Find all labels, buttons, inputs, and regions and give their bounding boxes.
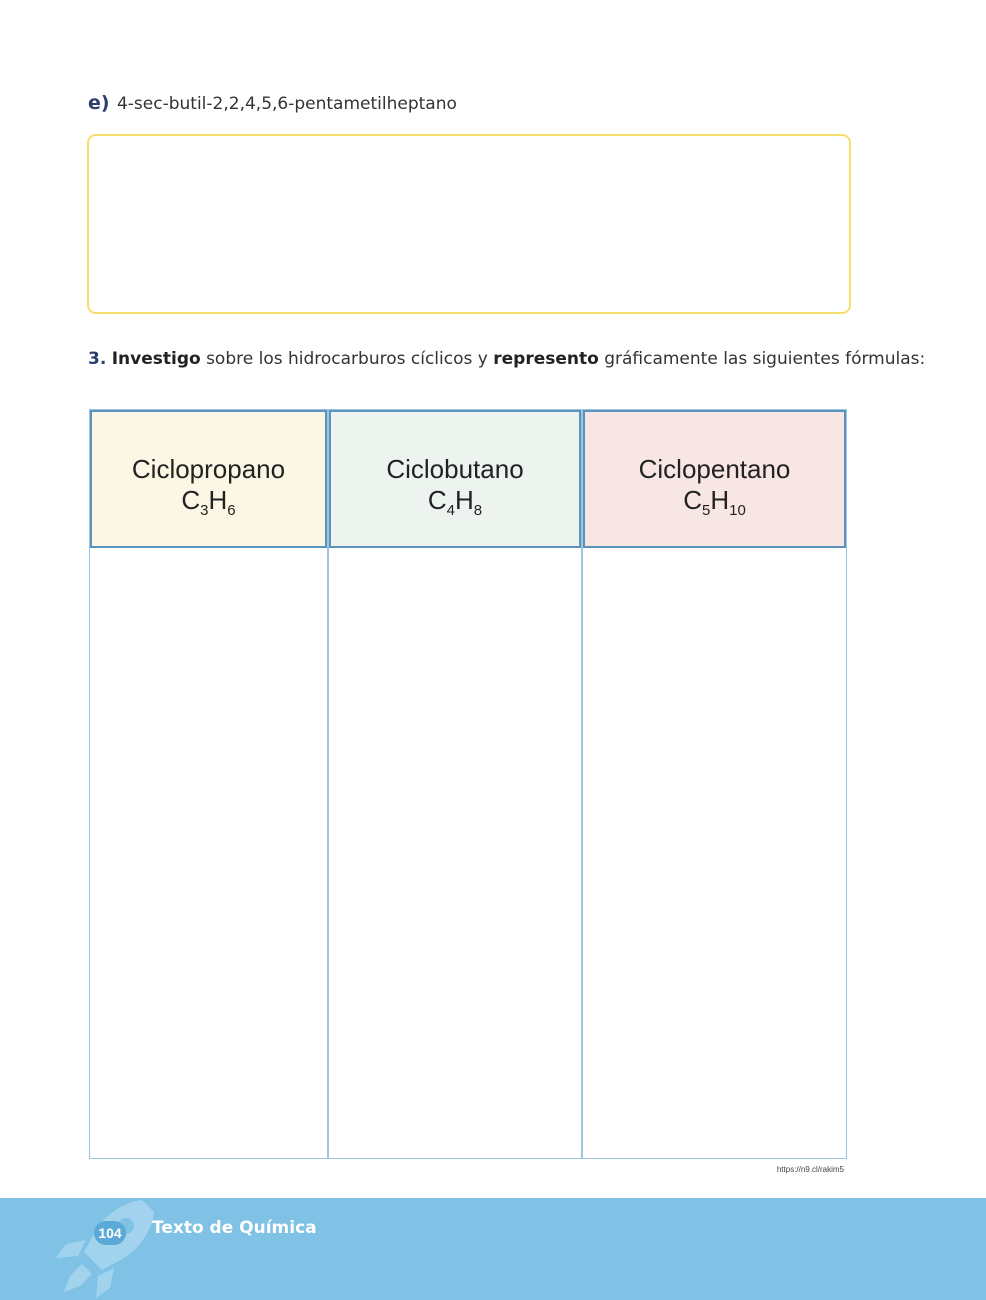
compound-name: Ciclopentano xyxy=(638,454,791,484)
column-ciclopropano[interactable] xyxy=(90,410,327,1158)
rocket-icon xyxy=(44,1198,164,1300)
item-e-letter: e) xyxy=(88,92,110,114)
reference-url[interactable]: https://n9.cl/rakim5 xyxy=(776,1165,844,1174)
question-3-text-1: sobre los hidrocarburos cíclicos y xyxy=(200,349,494,369)
header-ciclopentano xyxy=(583,410,846,548)
compound-name: Ciclobutano xyxy=(386,454,524,484)
question-3-text-2: gráficamente las siguientes fórmulas: xyxy=(598,349,926,369)
question-3-number: 3. xyxy=(88,349,107,369)
molecular-formula: $C_3H_6$ xyxy=(181,485,236,519)
molecular-formula: $C_5H_{10}$ xyxy=(683,485,746,519)
answer-box-e[interactable] xyxy=(87,134,851,314)
item-e-compound: 4-sec-butil-2,2,4,5,6-pentametilheptano xyxy=(116,94,457,114)
compound-name: Ciclopropano xyxy=(131,454,286,484)
column-ciclopentano[interactable] xyxy=(581,410,846,1158)
column-ciclobutano[interactable] xyxy=(327,410,581,1158)
footer-band xyxy=(0,1198,986,1300)
question-3 xyxy=(88,349,925,369)
formulas-table xyxy=(89,409,847,1159)
molecular-formula: $C_4H_8$ xyxy=(427,485,483,519)
question-3-verb-represento: represento xyxy=(493,349,599,369)
header-ciclopropano xyxy=(90,410,327,548)
header-ciclobutano xyxy=(329,410,581,548)
book-title: Texto de Química xyxy=(152,1218,317,1238)
page-number: 104 xyxy=(94,1221,126,1245)
question-3-verb-investigo: Investigo xyxy=(111,349,201,369)
item-e xyxy=(88,92,457,114)
